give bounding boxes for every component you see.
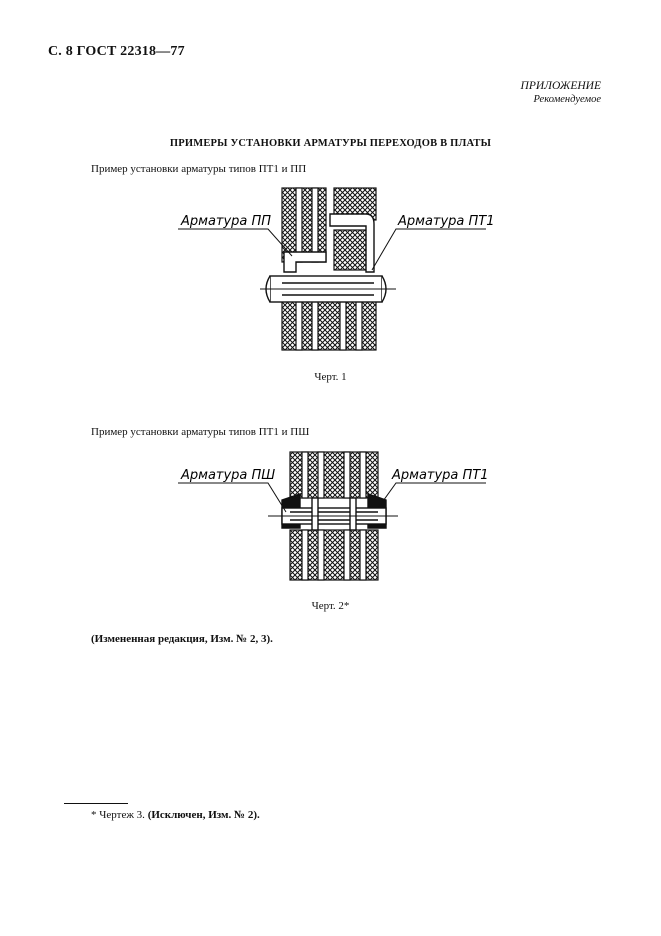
- example1-description: Пример установки арматуры типов ПТ1 и ПП: [91, 163, 307, 175]
- appendix-subtitle: Рекомендуемое: [533, 94, 601, 105]
- figure-1-caption: Черт. 1: [314, 371, 347, 383]
- fig1-label-left: Арматура ПП: [181, 214, 272, 229]
- footnote-bold: (Исключен, Изм. № 2).: [147, 809, 260, 821]
- page-header: С. 8 ГОСТ 22318—77: [48, 44, 185, 59]
- fig2-fittings: [282, 494, 386, 530]
- fig2-leader-right: [378, 483, 486, 508]
- footnote-divider: [64, 803, 128, 804]
- appendix-title: ПРИЛОЖЕНИЕ: [520, 80, 601, 92]
- footnote-prefix: * Чертеж 3.: [91, 809, 145, 821]
- fig2-label-right: Арматура ПТ1: [392, 468, 489, 483]
- fig1-label-right: Арматура ПТ1: [398, 214, 495, 229]
- fig2-leader-left: [178, 483, 286, 512]
- amendment-note: (Измененная редакция, Изм. № 2, 3).: [91, 633, 273, 645]
- figure-2-caption: Черт. 2*: [311, 600, 350, 612]
- fig1-leader-right: [372, 229, 486, 270]
- footnote: [91, 809, 260, 821]
- fig1-leader-left: [178, 229, 292, 256]
- example2-description: Пример установки арматуры типов ПТ1 и ПШ: [91, 426, 310, 438]
- fig2-label-left: Арматура ПШ: [181, 468, 276, 483]
- section-title: ПРИМЕРЫ УСТАНОВКИ АРМАТУРЫ ПЕРЕХОДОВ В ПЛАТЫ: [169, 138, 492, 149]
